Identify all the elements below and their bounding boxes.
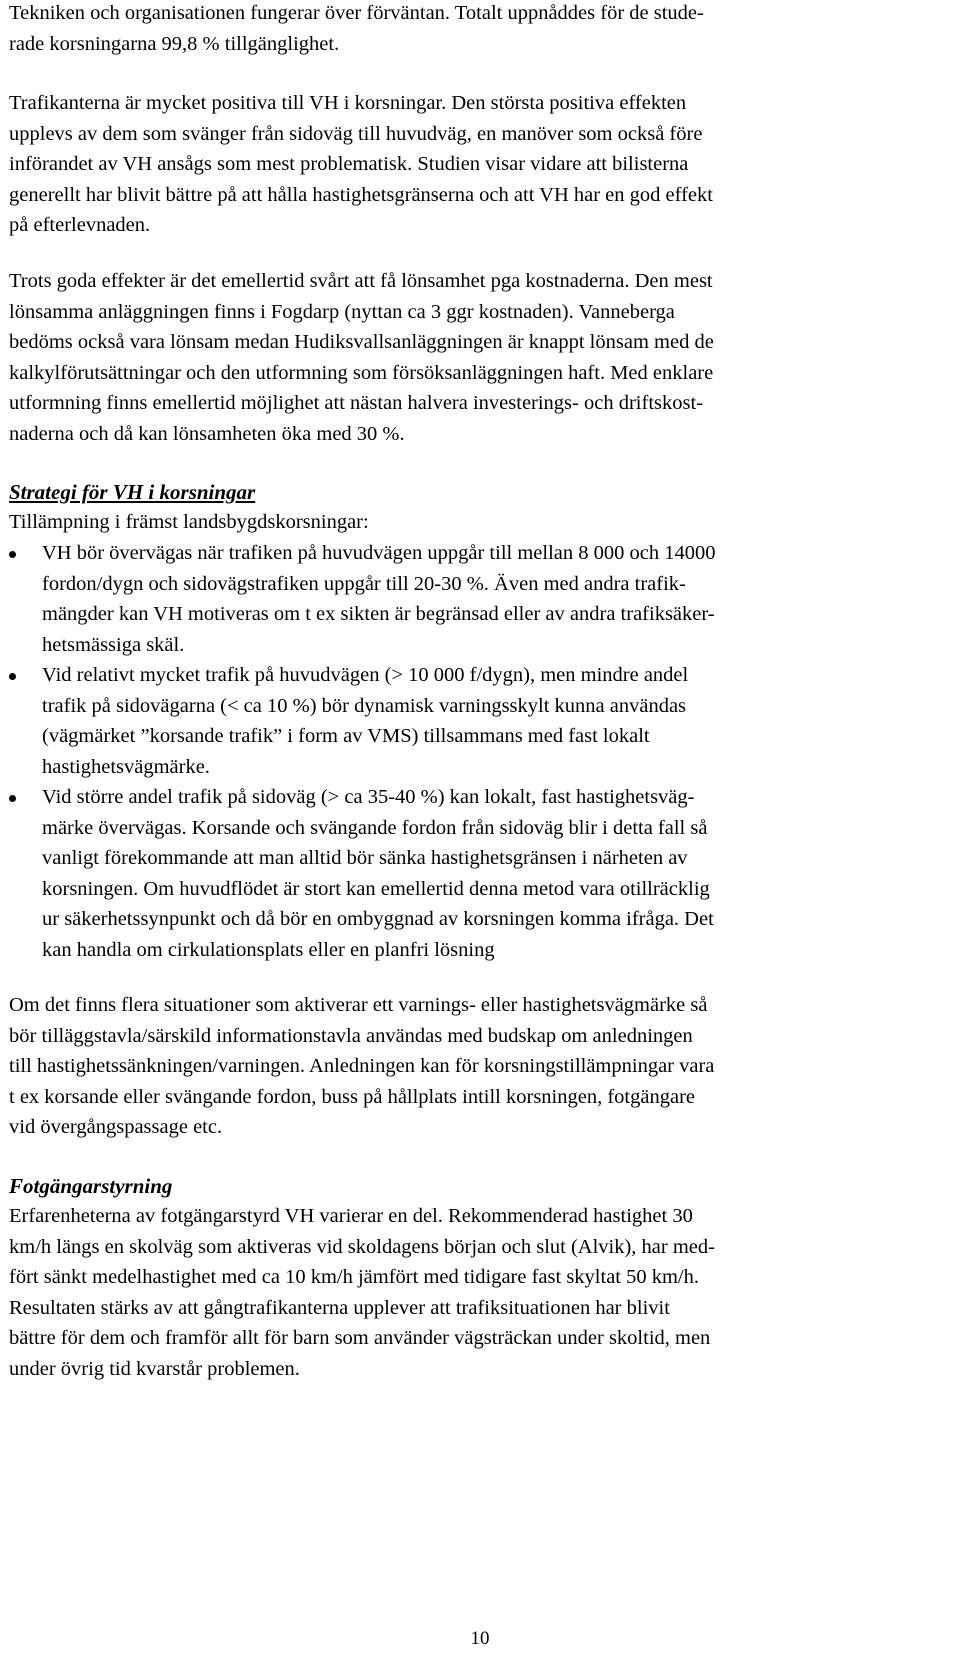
text-line: märke övervägas. Korsande och svängande fordon från sidoväg blir i detta fall så [42, 816, 708, 839]
text-line: (vägmärket ”korsande trafik” i form av VMS) tillsammans med fast lokalt [42, 725, 650, 747]
bullet-icon [9, 673, 16, 680]
text-line: lönsamma anläggningen finns i Fogdarp (nyttan ca 3 ggr kostnaden). Vanneberga [9, 300, 675, 323]
text-line: Erfarenheterna av fotgängarstyrd VH varierar en del. Rekommenderad hastighet 30 [9, 1205, 693, 1227]
text-line: Tillämpning i främst landsbygdskorsningar: [9, 511, 369, 533]
text-line: Tekniken och organisationen fungerar över förväntan. Totalt uppnåddes för de stude- [9, 2, 704, 24]
bullet-icon [9, 551, 16, 558]
text-line: kalkylförutsättningar och den utformning som försöksanläggningen haft. Med enklare [9, 361, 714, 384]
text-line: under övrig tid kvarstår problemen. [9, 1357, 300, 1380]
text-line: vanligt förekommande att man alltid bör sänka hastighetsgränsen i närheten av [42, 847, 688, 869]
text-line: generellt har blivit bättre på att hålla hastighetsgränserna och att VH har en god effekt [9, 183, 713, 206]
text-line: upplevs av dem som svänger från sidoväg till huvudväg, en manöver som också före [9, 122, 703, 145]
text-line: Om det finns flera situationer som aktiverar ett varnings- eller hastighetsvägmärke så [9, 994, 708, 1016]
bullet-icon [9, 795, 16, 802]
text-line: bör tilläggstavla/särskild informationstavla användas med budskap om anledningen [9, 1024, 693, 1047]
text-line: införandet av VH ansågs som mest problematisk. Studien visar vidare att bilisterna [9, 153, 689, 175]
text-line: bättre för dem och framför allt för barn som använder vägsträckan under skoltid, men [9, 1327, 711, 1349]
bullet-item [9, 782, 939, 965]
text-line: till hastighetssänkningen/varningen. Anledningen kan för korsningstillämpningar vara [9, 1055, 715, 1077]
page-number: 10 [470, 1628, 490, 1649]
text-line: VH bör övervägas när trafiken på huvudvägen uppgår till mellan 8 000 och 14000 [42, 542, 716, 564]
text-line: naderna och då kan lönsamheten öka med 30 %. [9, 422, 405, 445]
text-line: km/h längs en skolväg som aktiveras vid skoldagens början och slut (Alvik), har med- [9, 1235, 715, 1258]
text-line: bedöms också vara lönsam medan Hudiksvallsanläggningen är knappt lönsam med de [9, 331, 714, 353]
text-line: ur säkerhetssynpunkt och då bör en ombyggnad av korsningen komma ifråga. Det [42, 908, 714, 930]
bullet-item [9, 660, 939, 782]
paragraph-road-users [9, 88, 713, 241]
text-line: fört sänkt medelhastighet med ca 10 km/h jämfört med tidigare fast skyltat 50 km/h. [9, 1266, 700, 1288]
text-line: mängder kan VH motiveras om t ex sikten är begränsad eller av andra trafiksäker- [42, 603, 715, 625]
text-line: fordon/dygn och sidovägstrafiken uppgår till 20-30 %. Även med andra trafik- [42, 572, 686, 595]
strategy-bullet-list [9, 538, 939, 965]
bullet-item [9, 538, 939, 660]
text-line: korsningen. Om huvudflödet är stort kan emellertid denna metod vara otillräcklig [42, 877, 710, 900]
strategy-intro [9, 507, 369, 538]
paragraph-availability [9, 0, 704, 59]
text-line: Trafikanterna är mycket positiva till VH i korsningar. Den största positiva effekten [9, 92, 687, 114]
text-line: trafik på sidovägarna (< ca 10 %) bör dynamisk varningsskylt kunna användas [42, 694, 687, 717]
text-line: kan handla om cirkulationsplats eller en planfri lösning [42, 938, 495, 961]
text-line: vid övergångspassage etc. [9, 1116, 223, 1138]
text-line: rade korsningarna 99,8 % tillgänglighet. [9, 32, 340, 55]
section-heading-strategy: Strategi för VH i korsningar [9, 480, 256, 504]
text-line: t ex korsande eller svängande fordon, buss på hållplats intill korsningen, fotgängare [9, 1085, 695, 1108]
text-line: på efterlevnaden. [9, 214, 151, 236]
text-line: utformning finns emellertid möjlighet att nästan halvera investerings- och driftskost- [9, 392, 703, 414]
text-line: hastighetsvägmärke. [42, 755, 210, 778]
text-line: Trots goda effekter är det emellertid svårt att få lönsamhet pga kostnaderna. Den mest [9, 270, 713, 292]
paragraph-profitability [9, 266, 714, 449]
section-heading-pedestrian: Fotgängarstyrning [9, 1174, 173, 1198]
text-line: Vid relativt mycket trafik på huvudvägen (> 10 000 f/dygn), men mindre andel [42, 664, 689, 686]
paragraph-pedestrian [9, 1201, 715, 1384]
paragraph-additional-signs [9, 990, 714, 1143]
text-line: Resultaten stärks av att gångtrafikanterna upplever att trafiksituationen har blivit [9, 1296, 670, 1319]
text-line: Vid större andel trafik på sidoväg (> ca 35-40 %) kan lokalt, fast hastighetsväg- [42, 786, 695, 808]
text-line: hetsmässiga skäl. [42, 633, 185, 656]
